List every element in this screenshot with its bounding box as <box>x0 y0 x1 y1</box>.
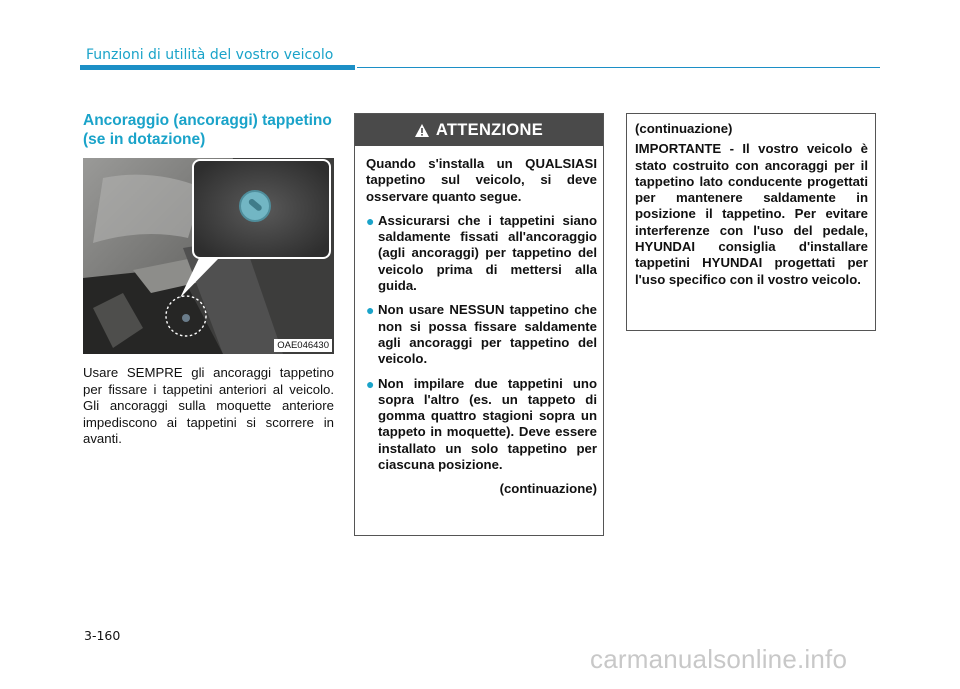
header-rule-thin <box>357 67 880 68</box>
page-number: 3-160 <box>84 628 121 643</box>
warning-box <box>354 113 604 536</box>
list-item <box>366 302 597 367</box>
warning-header-label: ATTENZIONE <box>435 120 544 139</box>
warning-intro: Quando s'installa un QUALSIASI tappetino sul veicolo, si deve osservare quanto segue. <box>366 156 597 204</box>
list-item-text: Assicurarsi che i tappetini siano saldamente fissati all'ancoraggio (agli ancoraggi) per tappetino del veicolo prima di mettersi alla guida. <box>378 212 597 294</box>
floor-mat-anchor-photo <box>83 158 334 354</box>
list-item-text: Non usare NESSUN tappetino che non si possa fissare saldamente agli ancoraggi per tappetino del veicolo. <box>378 302 597 367</box>
warning-list <box>366 213 597 473</box>
image-reference-code: OAE046430 <box>274 339 332 352</box>
warning-triangle-icon <box>415 124 429 137</box>
header-rule-thick <box>80 65 355 70</box>
warning-continued: (continuazione) <box>499 481 597 497</box>
bullet-icon: ● <box>366 375 375 392</box>
warning-header <box>355 114 603 146</box>
list-item-text: Non impilare due tappetini uno sopra l'altro (es. un tappeto di gomma quattro stagioni sopra un tappeto in moquette). Deve essere installato un solo tappetino per ciascuna posizione. <box>378 375 597 473</box>
continuation-text: IMPORTANTE - Il vostro veicolo è stato costruito con ancoraggi per il tappetino lato conducente progettati per mantenere saldamente in posizione il tappetino. Per evitare interferenze con l'uso del pedale, HYUNDAI consiglia d'installare tappetini HYUNDAI progettati per l'uso specifico con il vostro veicolo. <box>635 141 868 287</box>
bullet-icon: ● <box>366 212 375 229</box>
continuation-label: (continuazione) <box>635 121 733 136</box>
section-title: Ancoraggio (ancoraggi) tappetino (se in dotazione) <box>83 112 332 148</box>
list-item <box>366 213 597 294</box>
photo-illustration <box>83 158 334 354</box>
section-body-text: Usare SEMPRE gli ancoraggi tappetino per fissare i tappetini anteriori al veicolo. Gli ancoraggi sulla moquette anteriore impediscono ai tappetini si scorrere in avanti. <box>83 365 334 447</box>
header-title: Funzioni di utilità del vostro veicolo <box>86 47 334 63</box>
bullet-icon: ● <box>366 302 375 319</box>
list-item <box>366 376 597 474</box>
continuation-box <box>626 113 876 331</box>
watermark: carmanualsonline.info <box>590 644 848 674</box>
